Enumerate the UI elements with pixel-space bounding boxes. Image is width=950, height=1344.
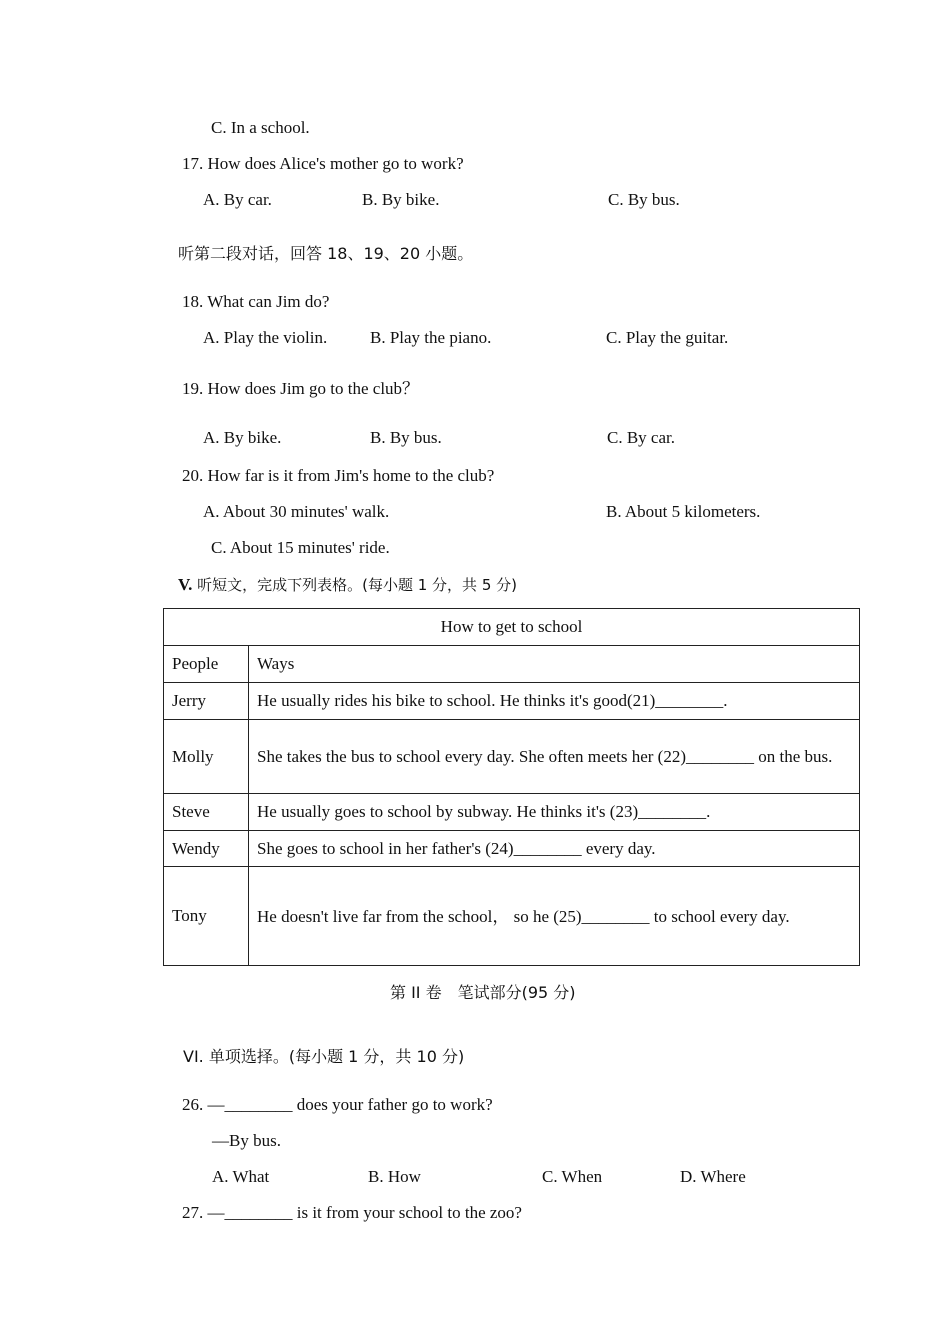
person-cell: Molly [164,720,249,794]
q20-question: 20. How far is it from Jim's home to the club? [182,466,495,485]
person-cell: Jerry [164,683,249,720]
way-cell: He usually rides his bike to school. He thinks it's good(21)________. [249,683,860,720]
q20-option-a: A. About 30 minutes' walk. [203,502,390,521]
q18-option-c: C. Play the guitar. [606,328,729,347]
table-title: How to get to school [164,609,860,646]
q18-option-b: B. Play the piano. [370,328,492,347]
person-cell: Wendy [164,831,249,867]
table-row [164,831,860,867]
q26-option-c: C. When [542,1167,603,1186]
q26-question: 26. —________ does your father go to work? [182,1095,493,1114]
school-ways-table [163,608,860,966]
q17-option-a: A. By car. [203,190,272,209]
q17-option-b: B. By bike. [362,190,440,209]
q18-option-a: A. Play the violin. [203,328,328,347]
q16-option-c: C. In a school. [211,118,310,137]
person-cell: Steve [164,794,249,831]
table-row [164,683,860,720]
table-row [164,720,860,794]
q17-option-c: C. By bus. [608,190,680,209]
way-cell: She goes to school in her father's (24)________ every day. [249,831,860,867]
q26-option-d: D. Where [680,1167,746,1186]
q19-option-c: C. By car. [607,428,675,447]
q20-option-c: C. About 15 minutes' ride. [211,538,390,557]
way-cell: He doesn't live far from the school， so he (25)________ to school every day. [249,867,860,966]
q19-option-b: B. By bus. [370,428,442,447]
q26-answer-line: —By bus. [212,1131,281,1150]
dialogue2-heading: 听第二段对话，回答 18、19、20 小题。 [178,244,474,263]
section5-numeral: V. [178,575,193,594]
way-cell: She takes the bus to school every day. She often meets her (22)________ on the bus. [249,720,860,794]
q19-question: 19. How does Jim go to the club？ [182,379,420,398]
q17-question: 17. How does Alice's mother go to work? [182,154,464,173]
q19-option-a: A. By bike. [203,428,282,447]
table-row [164,867,860,966]
header-people: People [164,646,249,683]
q27-question: 27. —________ is it from your school to the zoo? [182,1203,522,1222]
q26-option-a: A. What [212,1167,270,1186]
section5-heading [178,574,517,596]
q18-question: 18. What can Jim do? [182,292,330,311]
person-cell: Tony [164,867,249,966]
q26-option-b: B. How [368,1167,421,1186]
table-row [164,794,860,831]
section6-heading: VI. 单项选择。(每小题 1 分，共 10 分) [183,1047,465,1066]
q20-option-b: B. About 5 kilometers. [606,502,761,521]
way-cell: He usually goes to school by subway. He thinks it's (23)________. [249,794,860,831]
section5-instruction: 听短文，完成下列表格。(每小题 1 分，共 5 分) [197,576,517,594]
part2-title: 第 II 卷 笔试部分(95 分) [390,983,576,1002]
header-ways: Ways [249,646,860,683]
